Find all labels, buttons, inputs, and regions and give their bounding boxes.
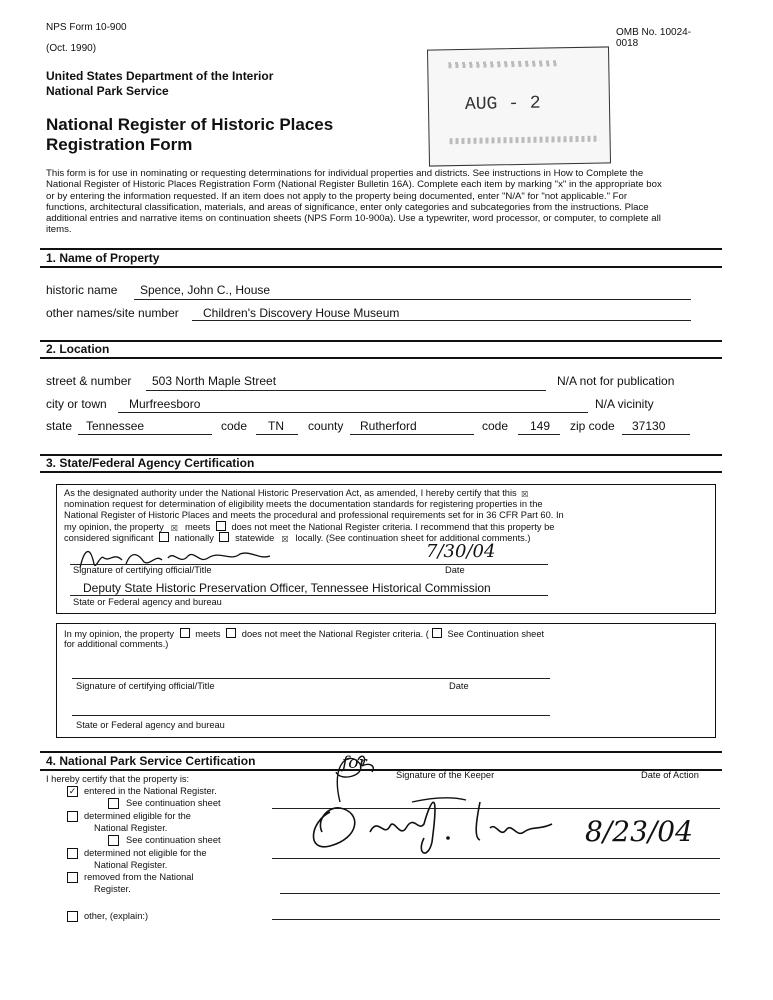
omb-number-cont: 0018 [616,38,639,49]
department-name: United States Department of the Interior [46,69,274,83]
eligible-checkbox[interactable] [67,811,78,822]
instructions-line: items. [46,224,72,236]
field-line [192,320,691,321]
instructions [46,168,662,236]
section-rule [40,248,722,250]
street-label: street & number [46,374,132,388]
county-code-value[interactable]: 149 [530,419,551,433]
not-eligible-checkbox[interactable] [67,848,78,859]
section-3-title: 3. State/Federal Agency Certification [46,456,255,470]
cert-text-line: nomination request for determination of eligibility meets the documentation standards for registering properties in the [64,499,543,509]
keeper-line [272,919,720,920]
stamp-date: AUG - 2 [464,93,541,115]
handwritten-date-state: 7/30/04 [426,541,496,562]
handwritten-date-keeper: 8/23/04 [585,815,693,848]
removed-label: removed from the National [84,872,194,882]
vicinity: N/A vicinity [595,397,654,411]
section-2-title: 2. Location [46,342,110,356]
meets-checkbox[interactable]: ☒ [170,524,178,533]
opinion-continuation-checkbox[interactable] [432,628,442,638]
agency-label: State or Federal agency and bureau [76,720,225,730]
cert-text: As the designated authority under the National Historic Preservation Act, as amended, I hereby certify that this [64,488,517,498]
agency-value[interactable]: Deputy State Historic Preservation Officer, Tennessee Historical Commission [83,581,491,595]
signature-line [72,678,550,679]
section-4-title: 4. National Park Service Certification [46,754,256,768]
other-label: other, (explain:) [84,911,149,921]
field-line [78,434,212,435]
meets-label: meets [184,522,211,532]
field-line [256,434,298,435]
street-value[interactable]: 503 North Maple Street [152,374,277,388]
instructions-line: National Register of Historic Places Registration Form (National Register Bulletin 16A). Complete each item by marking "x" in the appropriate box [46,179,662,191]
section-1-title: 1. Name of Property [46,251,160,265]
date-label: Date [445,565,465,575]
agency-name: National Park Service [46,84,169,98]
state-value[interactable]: Tennessee [86,419,145,433]
cert-text: considered significant [64,533,154,543]
signature-label: Signature of certifying official/Title [76,681,215,691]
keeper-signature [300,742,570,864]
section-rule [40,266,722,268]
agency-label: State or Federal agency and bureau [73,597,222,607]
opinion-meets-label: meets [195,629,221,639]
instructions-line: additional entries and narrative items on continuation sheets (NPS Form 10-900a). Use a typewriter, word processor, or computer, to complete all [46,213,661,225]
does-not-meet-label: does not meet the National Register criteria. I recommend that this property be [231,522,555,532]
section-rule [40,471,722,473]
historic-name-value[interactable]: Spence, John C., House [140,283,271,297]
field-line [350,434,474,435]
instructions-line: This form is for use in nominating or requesting determinations for individual properties and districts. See instructions in How to Complete the [46,168,644,179]
date-of-action-label: Date of Action [641,770,699,780]
form-date: (Oct. 1990) [46,43,97,54]
state-code-label: code [221,419,248,433]
continuation-label: See continuation sheet [126,798,221,808]
opinion-text-line: for additional comments.) [64,639,169,649]
locally-label: locally. (See continuation sheet for additional comments.) [295,533,531,543]
nps-intro: I hereby certify that the property is: [46,774,190,784]
state-code-value[interactable]: TN [268,419,284,433]
instructions-line: functions, architectural classification, materials, and areas of significance, enter only categories and subcategories from the instructions. Place [46,201,649,213]
date-label: Date [449,681,469,691]
continuation-label: See continuation sheet [126,835,221,845]
statewide-label: statewide [235,533,275,543]
county-label: county [308,419,344,433]
opinion-not-meet-label: does not meet the National Register criteria. ( [241,629,429,639]
removed-label-cont: Register. [94,884,131,894]
cert-text: my opinion, the property [64,522,164,532]
section-rule [40,357,722,359]
not-eligible-label: determined not eligible for the [84,848,207,858]
historic-name-label: historic name [46,283,118,297]
entered-label: entered in the National Register. [84,786,217,796]
opinion-not-meet-checkbox[interactable] [226,628,236,638]
keeper-line [280,893,720,894]
opinion-continuation-label: See Continuation sheet [447,629,545,639]
entered-checkbox[interactable]: ✓ [68,786,77,796]
signature-line [70,595,548,596]
entered-continuation-checkbox[interactable] [108,798,119,809]
cert-text-line: National Register of Historic Places and meets the procedural and professional requirements set for in 36 CFR Part 60. In [64,510,564,520]
opinion-text-line [64,628,544,639]
stamp-text-faded [448,60,558,68]
city-value[interactable]: Murfreesboro [129,397,201,411]
keeper-signature-label: Signature of the Keeper [396,770,495,780]
does-not-meet-checkbox[interactable] [216,521,226,531]
other-names-label: other names/site number [46,306,179,320]
locally-checkbox[interactable]: ☒ [281,535,289,544]
handwritten-for: for [342,753,367,773]
not-eligible-label-cont: National Register. [94,860,168,870]
opinion-meets-checkbox[interactable] [180,628,190,638]
signature-label: Signature of certifying official/Title [73,565,212,575]
eligible-label: determined eligible for the [84,811,191,821]
zip-value[interactable]: 37130 [632,419,666,433]
signature-line [72,715,550,716]
state-label: state [46,419,73,433]
received-stamp [427,46,611,166]
nationally-label: nationally [174,533,214,543]
stamp-text-faded-bottom [450,136,600,145]
eligible-label-cont: National Register. [94,823,168,833]
field-line [146,390,546,391]
eligible-continuation-checkbox[interactable] [108,835,119,846]
county-code-label: code [482,419,509,433]
field-line [134,299,691,300]
other-names-value[interactable]: Children's Discovery House Museum [203,306,400,320]
form-subtitle: Registration Form [46,135,193,154]
not-for-publication: N/A not for publication [557,374,675,388]
instructions-line: or by entering the information requested. If an item does not apply to the property being documented, enter "N/A" for "not applicable." For [46,190,628,202]
omb-number: OMB No. 10024- [616,27,692,38]
field-line [118,412,588,413]
opinion-text: In my opinion, the property [64,629,175,639]
city-label: city or town [46,397,107,411]
field-line [518,434,560,435]
field-line [622,434,690,435]
form-title: National Register of Historic Places [46,115,334,134]
cert-text-line [64,488,533,499]
removed-checkbox[interactable] [67,872,78,883]
other-checkbox[interactable] [67,911,78,922]
section-rule [40,340,722,342]
form-number: NPS Form 10-900 [46,22,127,33]
zip-label: zip code [570,419,615,433]
nomination-checkbox[interactable]: ☒ [521,490,529,499]
county-value[interactable]: Rutherford [360,419,417,433]
